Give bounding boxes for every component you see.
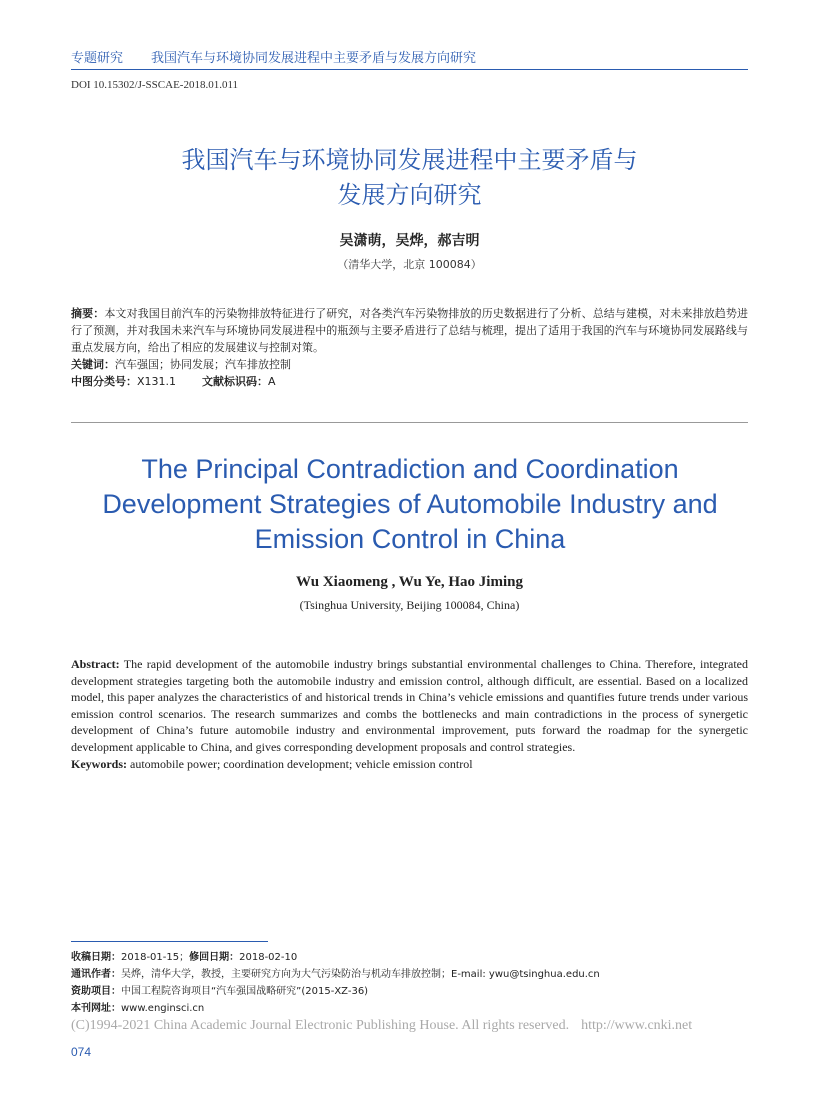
en-title-line-3: Emission Control in China — [254, 524, 566, 554]
en-abstract — [71, 656, 748, 756]
revised-label: 修回日期： — [189, 952, 240, 963]
footnotes — [71, 949, 761, 1017]
cn-doc-code-label: 文献标识码： — [202, 375, 269, 388]
en-keywords — [71, 756, 748, 773]
page-number: 074 — [71, 1045, 92, 1059]
cn-abstract-block — [71, 305, 748, 390]
en-abstract-label: Abstract: — [71, 657, 120, 671]
en-title-line-2: Development Strategies of Automobile Industry and — [102, 489, 718, 519]
footnote-corresponding — [71, 966, 761, 983]
en-title — [60, 452, 760, 557]
en-affiliation: (Tsinghua University, Beijing 100084, China) — [299, 598, 520, 612]
footnote-website — [71, 1000, 761, 1017]
website-label: 本刊网址： — [71, 1003, 121, 1014]
cn-abstract-text: 本文对我国目前汽车的污染物排放特征进行了研究，对各类汽车污染物排放的历史数据进行了分析、总结与建模，对未来排放趋势进行了预测，并对我国未来汽车与环境协同发展进程中的瓶颈与主要矛盾进行了总结与梳理，提出了适用于我国的汽车与环境协同发展路线与重点发展方向，给出了相应的发展建议与控制对策。 — [71, 307, 749, 354]
header-title: 我国汽车与环境协同发展进程中主要矛盾与发展方向研究 — [151, 51, 477, 66]
received-label: 收稿日期： — [71, 952, 121, 963]
cn-keywords — [71, 356, 748, 373]
cn-classification — [71, 373, 748, 390]
cn-doc-code-value: A — [268, 375, 276, 388]
cn-affiliation: （清华大学，北京 100084） — [337, 258, 482, 271]
cnki-link[interactable]: http://www.cnki.net — [581, 1018, 693, 1033]
corresponding-text: 吴烨，清华大学，教授，主要研究方向为大气污染防治与机动车排放控制；E-mail: ywu@tsinghua.edu.cn — [121, 969, 600, 980]
en-title-line-1: The Principal Contradiction and Coordination — [141, 454, 679, 484]
received-date: 2018-01-15； — [121, 952, 190, 963]
corresponding-label: 通讯作者： — [71, 969, 121, 980]
revised-date: 2018-02-10 — [239, 952, 298, 963]
cn-keywords-text: 汽车强国；协同发展；汽车排放控制 — [115, 358, 291, 371]
en-abstract-block — [71, 656, 748, 772]
cn-keywords-label: 关键词： — [71, 358, 115, 371]
section-divider — [71, 422, 748, 423]
cn-authors: 吴潇萌，吴烨，郝吉明 — [339, 233, 480, 249]
copyright-watermark — [71, 1018, 761, 1034]
cn-abstract-label: 摘要： — [71, 307, 105, 320]
en-keywords-text: automobile power; coordination development; vehicle emission control — [127, 756, 473, 771]
footnote-divider — [71, 941, 268, 942]
header-section: 专题研究 — [71, 51, 124, 66]
copyright-text: (C)1994-2021 China Academic Journal Electronic Publishing House. All rights reserved. — [71, 1018, 570, 1033]
en-keywords-label: Keywords: — [71, 756, 127, 771]
funding-label: 资助项目： — [71, 986, 121, 997]
cn-title-line-1: 我国汽车与环境协同发展进程中主要矛盾与 — [181, 146, 638, 174]
cn-clc-value: X131.1 — [137, 375, 177, 388]
doi[interactable]: DOI 10.15302/J-SSCAE-2018.01.011 — [71, 79, 239, 91]
funding-text: 中国工程院咨询项目“汽车强国战略研究”(2015-XZ-36) — [121, 986, 369, 997]
footnote-funding — [71, 983, 761, 1000]
cn-clc-label: 中图分类号： — [71, 375, 137, 388]
website-link[interactable]: www.enginsci.cn — [121, 1003, 205, 1014]
en-abstract-text: The rapid development of the automobile industry brings substantial environmental challenges to China. Therefore, integrated development strategies targeting both the automobile industry and emission control, although difficult, are essential. Based on a localized model, this paper analyzes the characteristics of and historical trends in China’s vehicle emissions and quantifies future trends under various emission control scenarios. The research summarizes and combs the bottlenecks and main contradictions in the process of synergetic development of China’s future automobile industry and environmental improvement, puts forward the roadmap for the synergetic development applicable to China, and gives corresponding development proposals and control strategies. — [71, 657, 748, 754]
cn-title — [71, 143, 748, 213]
running-header — [71, 47, 748, 70]
cn-title-line-2: 发展方向研究 — [337, 181, 482, 209]
cn-abstract — [71, 305, 748, 356]
en-authors: Wu Xiaomeng , Wu Ye, Hao Jiming — [296, 574, 523, 590]
footnote-dates — [71, 949, 761, 966]
